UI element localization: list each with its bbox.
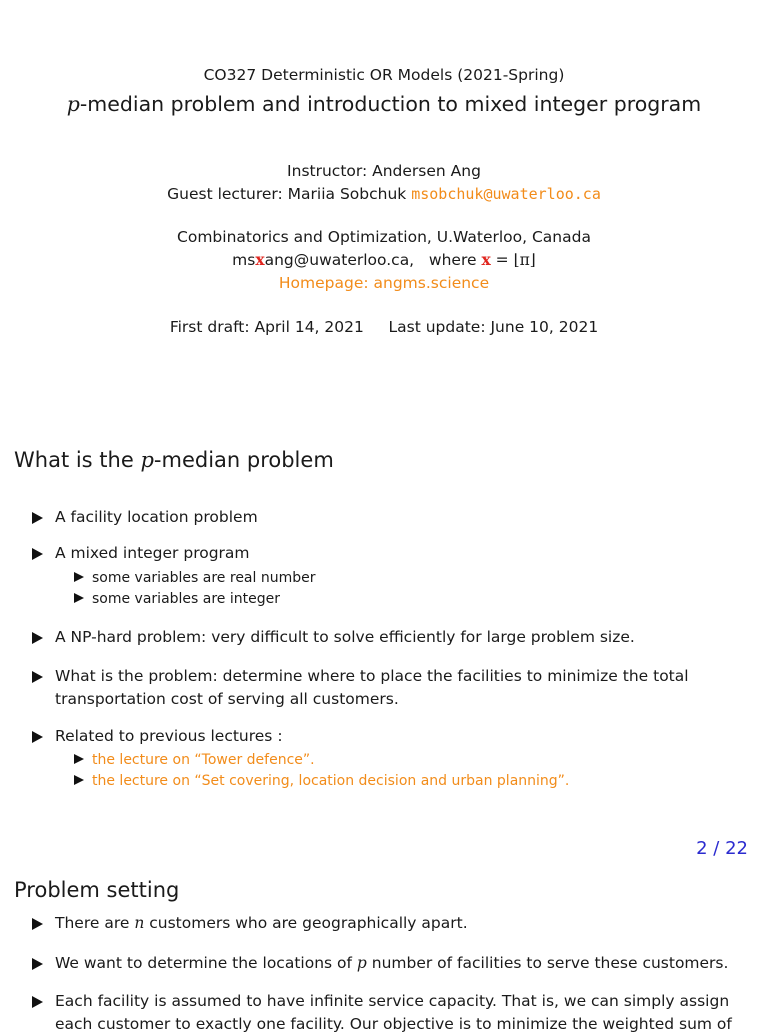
bullet-triangle-icon bbox=[32, 731, 43, 743]
bullet-triangle-icon bbox=[32, 512, 43, 524]
bullet-triangle-icon bbox=[74, 775, 84, 785]
heading-text-1: What is the bbox=[14, 448, 141, 472]
guest-email-link[interactable]: msobchuk@uwaterloo.ca bbox=[411, 185, 601, 203]
variable-n: n bbox=[134, 914, 145, 932]
guest-lecturer bbox=[0, 185, 768, 203]
slide2-heading bbox=[14, 448, 334, 472]
sub-list-item bbox=[74, 568, 754, 588]
last-update: Last update: June 10, 2021 bbox=[388, 318, 599, 336]
bullet-triangle-icon bbox=[32, 671, 43, 683]
list-item bbox=[32, 626, 732, 649]
lecture-link[interactable]: the lecture on “Tower defence”. bbox=[92, 752, 315, 768]
list-item-text: Each facility is assumed to have infinite service capacity. That is, we can simply assign each customer to exactly one facility. Our objective is to minimize the weighted sum of bbox=[55, 992, 732, 1033]
bullet-triangle-icon bbox=[74, 754, 84, 764]
instructor: Instructor: Andersen Ang bbox=[287, 162, 481, 180]
sub-list-item-text: some variables are integer bbox=[92, 591, 280, 607]
list-item bbox=[32, 506, 732, 529]
email-part-1: ms bbox=[232, 251, 256, 269]
sub-list-item bbox=[74, 771, 754, 791]
dates bbox=[0, 318, 768, 336]
bullet-triangle-icon bbox=[74, 572, 84, 582]
guest-lecturer-label: Guest lecturer: Mariia Sobchuk bbox=[167, 185, 412, 203]
list-item bbox=[32, 990, 732, 1036]
list-item bbox=[32, 542, 732, 565]
list-item-text: We want to determine the locations of p number of facilities to serve these customers. bbox=[55, 954, 729, 972]
email-line bbox=[0, 250, 768, 269]
first-draft: First draft: April 14, 2021 bbox=[169, 318, 364, 336]
department: Combinatorics and Optimization, U.Waterloo, Canada bbox=[177, 228, 591, 246]
course-name: CO327 Deterministic OR Models (2021-Spring) bbox=[203, 66, 565, 84]
bullet-triangle-icon bbox=[32, 548, 43, 560]
email-x: x bbox=[255, 250, 265, 269]
list-item-text: A facility location problem bbox=[55, 508, 258, 526]
heading-variable: p bbox=[140, 448, 154, 472]
list-item-text: Related to previous lectures : bbox=[55, 727, 283, 745]
list-item bbox=[32, 912, 732, 935]
variable-p: p bbox=[356, 954, 367, 972]
slide3-heading: Problem setting bbox=[14, 878, 180, 902]
lecture-link[interactable]: the lecture on “Set covering, location decision and urban planning”. bbox=[92, 773, 570, 789]
list-item bbox=[32, 952, 732, 975]
sub-list-item-text: some variables are real number bbox=[92, 570, 316, 586]
where-label: where bbox=[428, 251, 477, 269]
list-item-text: A mixed integer program bbox=[55, 544, 250, 562]
bullet-triangle-icon bbox=[32, 958, 43, 970]
homepage-link[interactable]: Homepage: angms.science bbox=[278, 274, 490, 292]
sub-list-item bbox=[74, 589, 754, 609]
title-variable: p bbox=[66, 92, 80, 116]
page-number: 2 / 22 bbox=[696, 838, 748, 859]
bullet-triangle-icon bbox=[32, 918, 43, 930]
title-text: -median problem and introduction to mixed integer program bbox=[79, 92, 702, 116]
list-item-text: A NP-hard problem: very difficult to solve efficiently for large problem size. bbox=[55, 628, 635, 646]
list-item-text: What is the problem: determine where to place the facilities to minimize the total transportation cost of serving all customers. bbox=[55, 667, 689, 708]
bullet-triangle-icon bbox=[32, 632, 43, 644]
list-item-text: There are n customers who are geographically apart. bbox=[55, 914, 468, 932]
email-part-2: ang@uwaterloo.ca, bbox=[264, 251, 415, 269]
page-title bbox=[0, 92, 768, 116]
where-formula: = ⌊π⌋ bbox=[490, 251, 536, 269]
bullet-triangle-icon bbox=[32, 996, 43, 1008]
list-item bbox=[32, 725, 732, 748]
bullet-triangle-icon bbox=[74, 593, 84, 603]
where-x: x bbox=[481, 250, 491, 269]
sub-list-item bbox=[74, 750, 754, 770]
list-item bbox=[32, 665, 732, 711]
heading-text-2: -median problem bbox=[153, 448, 334, 472]
